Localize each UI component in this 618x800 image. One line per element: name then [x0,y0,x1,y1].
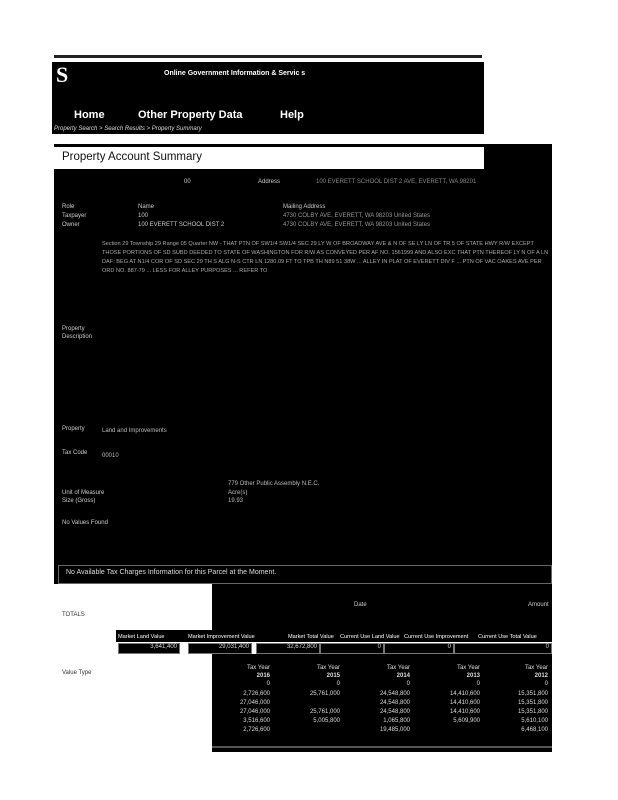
lower-left-margin [54,584,212,754]
nav-home[interactable]: Home [74,109,105,121]
header-rule [54,55,482,58]
taxpayer-name: 100 [138,213,149,219]
address-label: Address [258,179,281,185]
table-cell: 24,548,800 [379,709,410,715]
table-cell: 2,726,600 [243,691,270,697]
market-total-value: 32,672,800 [256,643,320,654]
table-cell: 14,410,600 [449,709,480,715]
table-cell: 0 [406,681,410,687]
unit-of-measure-label: Unit of Measure [62,490,105,496]
table-cell: 5,609,900 [453,718,480,724]
market-improvement-value: 29,031,400 [188,643,252,654]
year-2014: 2014 [396,673,410,679]
table-bottom-rule [212,746,552,748]
current-use-land-value-header: Current Use Land Value [340,634,400,640]
table-cell: 5,005,800 [313,718,340,724]
year-header: Tax Year [246,665,270,671]
description-label: Property [62,326,85,332]
table-cell: 25,761,000 [309,709,340,715]
year-2016: 2016 [256,673,270,679]
table-cell: 25,761,000 [309,691,340,697]
site-address: 100 EVERETT SCHOOL DIST 2 AVE, EVERETT, WA 98201 [316,179,477,185]
property-use-label: Property [62,426,85,432]
tax-code-value: 00010 [102,453,119,459]
table-cell: 14,410,600 [449,691,480,697]
description-label-2: Description [62,334,93,340]
year-header: Tax Year [386,665,410,671]
no-values-message: No Values Found [62,520,108,526]
page-title: Property Account Summary [62,151,202,163]
year-2013: 2013 [466,673,480,679]
amount-column-header: Amount [528,602,549,608]
name-header: Name [138,204,155,210]
size-label: Size (Gross) [62,498,96,504]
size-value: 19.93 [228,498,244,504]
table-cell: 15,351,800 [517,709,548,715]
table-cell: 3,516,600 [243,718,270,724]
year-header: Tax Year [316,665,340,671]
year-header: Tax Year [456,665,480,671]
table-cell: 6,468,100 [521,727,548,733]
parcel-number: 00 [184,179,191,185]
year-2015: 2015 [326,673,340,679]
table-cell: 0 [544,681,548,687]
use-code-value: 779 Other Public Assembly N.E.C. [228,481,320,487]
current-use-total-value-header: Current Use Total Value [478,634,537,640]
table-cell: 14,410,600 [449,700,480,706]
table-cell: 2,726,600 [243,727,270,733]
table-cell: 19,485,000 [379,727,410,733]
site-logo[interactable]: S [56,62,69,87]
owner-address: 4730 COLBY AVE, EVERETT, WA 98203 United States [283,222,430,228]
mailing-address-header: Mailing Address [283,204,326,210]
market-total-value-header: Market Total Value [288,634,334,640]
totals-label: TOTALS [62,612,85,618]
no-tax-charges-message: No Available Tax Charges Information for this Parcel at the Moment. [66,569,277,576]
role-header: Role [62,204,75,210]
table-cell: 15,351,800 [517,691,548,697]
table-cell: 0 [266,681,270,687]
taxpayer-address: 4730 COLBY AVE, EVERETT, WA 98203 United States [283,213,430,219]
current-use-improvement-value: 0 [384,643,454,654]
table-cell: 24,548,800 [379,700,410,706]
date-column-header: Date [354,602,367,608]
current-use-total-value: 0 [454,643,552,654]
nav-other-property-data[interactable]: Other Property Data [138,109,243,121]
table-cell: 1,065,800 [383,718,410,724]
market-land-value: 3,641,400 [118,643,180,654]
unit-of-measure-value: Acre(s) [228,490,248,496]
table-cell: 27,046,000 [239,709,270,715]
nav-help[interactable]: Help [280,109,304,121]
current-use-land-value: 0 [320,643,384,654]
year-header: Tax Year [524,665,548,671]
table-cell: 0 [336,681,340,687]
value-type-label: Value Type [62,670,92,676]
taxpayer-role: Taxpayer [62,213,87,219]
current-use-improvement-header: Current Use Improvement [404,634,469,640]
table-cell: 5,610,100 [521,718,548,724]
market-improvement-value-header: Market Improvement Value [188,634,255,640]
site-header [52,62,484,134]
table-cell: 0 [476,681,480,687]
property-use-value: Land and Improvements [102,428,167,434]
table-cell: 24,548,800 [379,691,410,697]
site-title: Online Government Information & Servic s [164,70,306,77]
owner-role: Owner [62,222,80,228]
legal-description-text: Section 29 Township 29 Range 05 Quarter NW - THAT PTN OF SW1/4 SW1/4 SEC 29 LY W OF BROADWAY AVE & N OF SE LY LN OF TR 5 OF STATE HWY R/W EXCEPT THOSE PORTIONS OF SD SUBD DEEDED TO STATE OF WASHINGTON FOR R/W AS CONVEYED PER AF NO. 1561999 AND ALSO EXC THAT PTN THEREOF LY N OF A LN DAF: BEG AT N1/4 COR OF SD SEC 29 TH S ALG N-S CTR LN 1280.09 FT TO TPB TH N89 51 38W ... ALLEY IN PLAT OF EVERETT DIV F ... PTN OF VAC OAKES AVE PER ORD NO. 887-79 ... LESS FOR ALLEY PURPOSES ... REFER TO [102,241,549,275]
tax-code-label: Tax Code [62,450,88,456]
owner-name: 100 EVERETT SCHOOL DIST 2 [138,222,225,228]
breadcrumb[interactable]: Property Search > Search Results > Property Summary [54,126,202,132]
table-cell: 15,351,800 [517,700,548,706]
market-land-value-header: Market Land Value [118,634,165,640]
table-cell: 27,046,000 [239,700,270,706]
year-2012: 2012 [534,673,548,679]
